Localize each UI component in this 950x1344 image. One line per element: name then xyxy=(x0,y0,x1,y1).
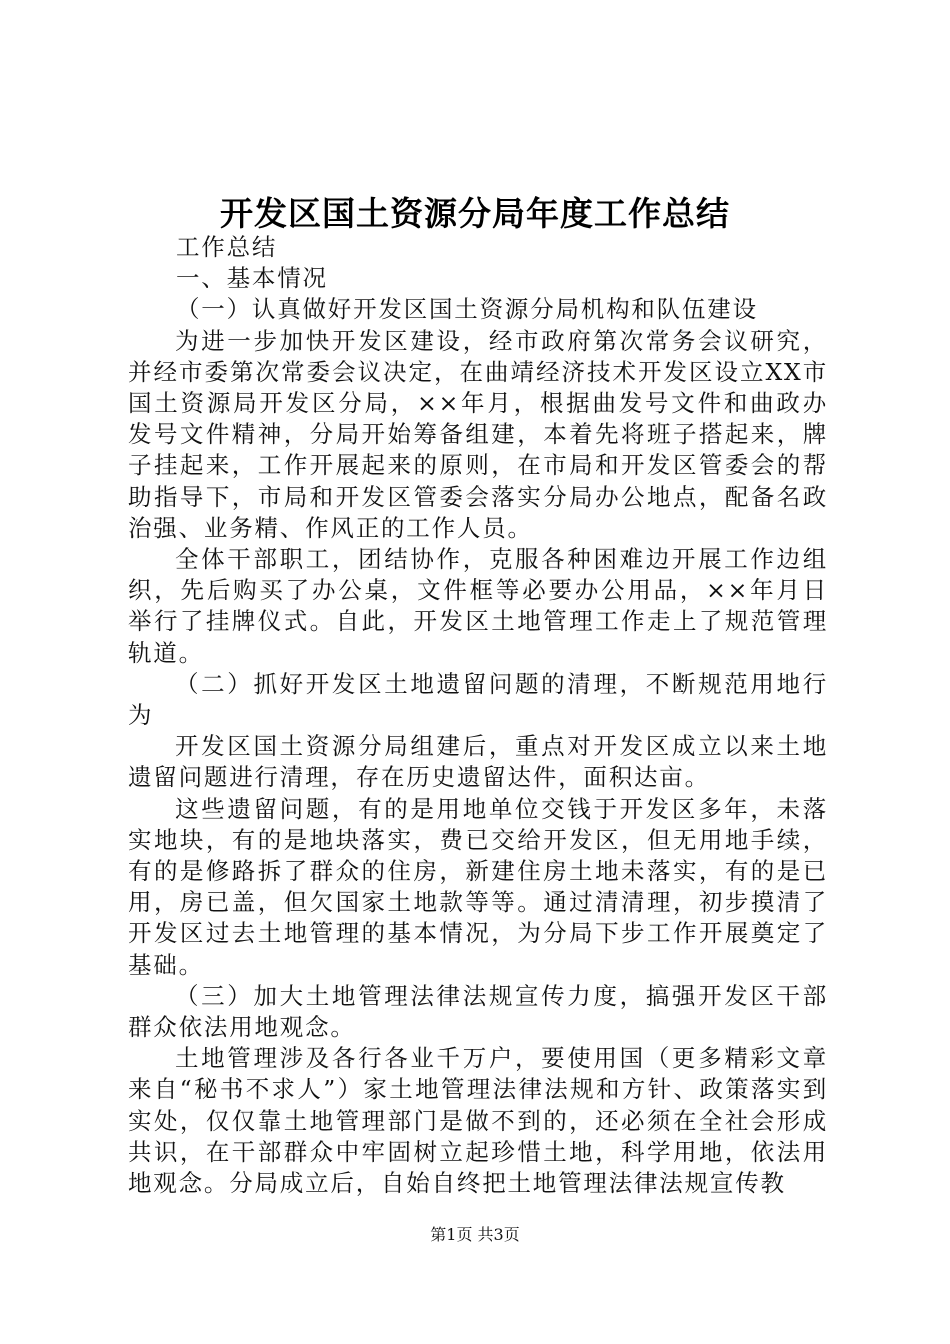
page-footer: 第1页 共3页 xyxy=(430,1225,520,1244)
paragraph: 全体干部职工，团结协作，克服各种困难边开展工作边组织，先后购买了办公桌，文件框等必要办公用品，××年月日举行了挂牌仪式。自此，开发区土地管理工作走上了规范管理轨道。 xyxy=(128,545,828,667)
paragraph: 土地管理涉及各行各业千万户，要使用国（更多精彩文章来自“秘书不求人”）家土地管理法律法规和方针、政策落实到实处，仅仅靠土地管理部门是做不到的，还必须在全社会形成共识，在干部群众中牢固树立起珍惜土地，科学用地，依法用地观念。分局成立后，自始自终把土地管理法律法规宣传教 xyxy=(128,1044,828,1198)
section-heading: 一、基本情况 xyxy=(176,264,328,293)
subsection-heading: （三）加大土地管理法律法规宣传力度，搞强开发区干部群众依法用地观念。 xyxy=(128,981,828,1042)
paragraph: 为进一步加快开发区建设，经市政府第次常务会议研究，并经市委第次常委会议决定，在曲靖经济技术开发区设立XX市国土资源局开发区分局，××年月，根据曲发号文件和曲政办发号文件精神，分局开始筹备组建，本着先将班子搭起来，牌子挂起来，工作开展起来的原则，在市局和开发区管委会的帮助指导下，市局和开发区管委会落实分局办公地点，配备名政治强、业务精、作风正的工作人员。 xyxy=(128,326,828,542)
paragraph: 这些遗留问题，有的是用地单位交钱于开发区多年，未落实地块，有的是地块落实，费已交给开发区，但无用地手续，有的是修路拆了群众的住房，新建住房土地未落实，有的是已用，房已盖，但欠国家土地款等等。通过清清理，初步摸清了开发区过去土地管理的基本情况，为分局下步工作开展奠定了基础。 xyxy=(128,794,828,979)
subsection-heading: （一）认真做好开发区国土资源分局机构和队伍建设 xyxy=(176,295,758,324)
subsection-heading: （二）抓好开发区土地遗留问题的清理，不断规范用地行为 xyxy=(128,669,828,730)
document-body xyxy=(128,232,828,1199)
paragraph: 开发区国土资源分局组建后，重点对开发区成立以来土地遗留问题进行清理，存在历史遗留达件，面积达亩。 xyxy=(128,732,828,792)
paragraph-label: 工作总结 xyxy=(176,233,278,261)
document-title: 开发区国土资源分局年度工作总结 xyxy=(220,194,730,233)
